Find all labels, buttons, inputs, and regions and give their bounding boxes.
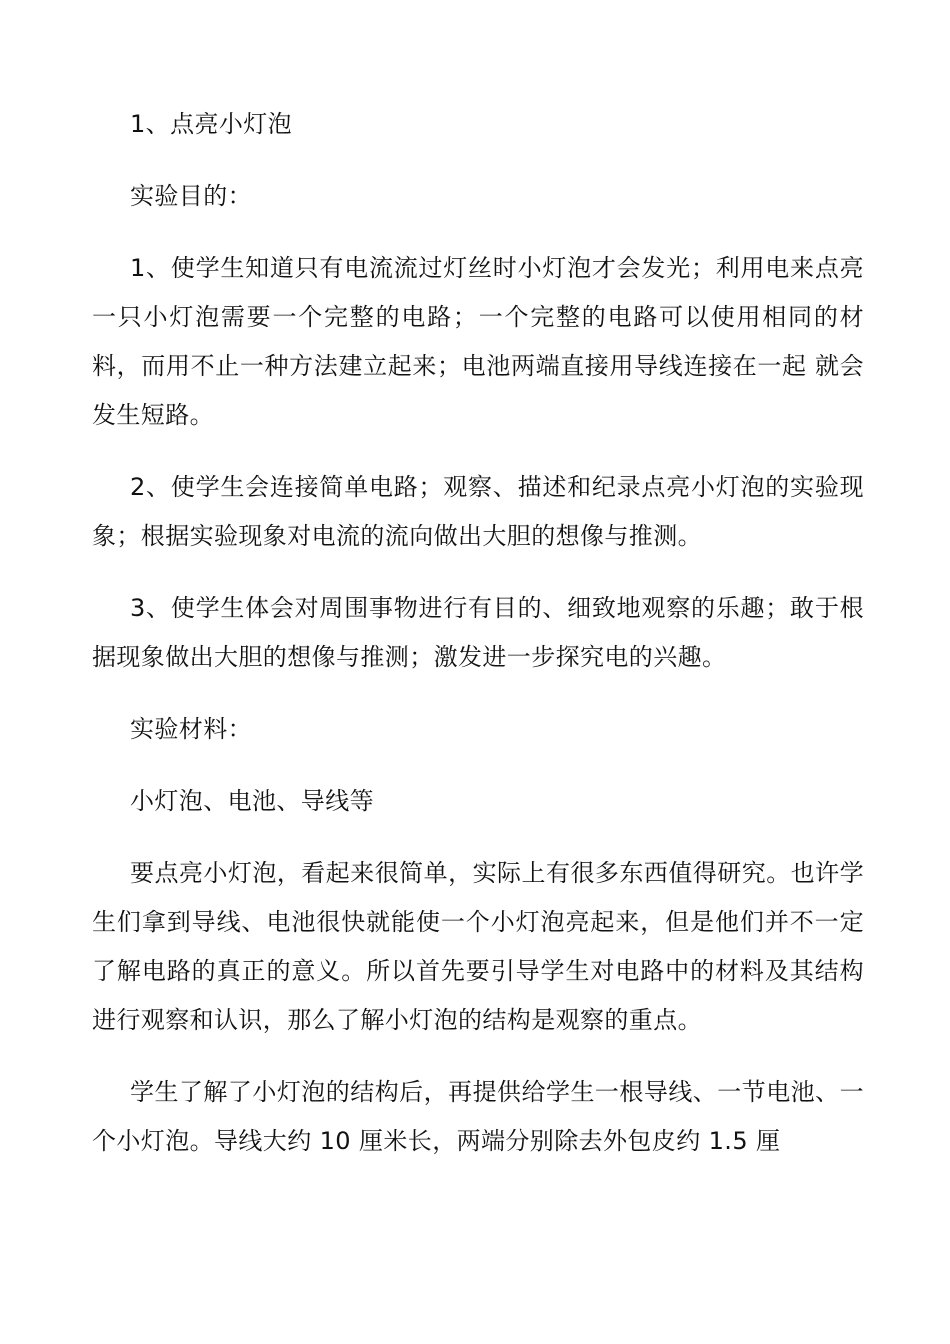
body-paragraph: 学生了解了小灯泡的结构后，再提供给学生一根导线、一节电池、一个小灯泡。导线大约 10 厘米长，两端分别除去外包皮约 1.5 厘 (92, 1078, 864, 1155)
section-heading: 1、点亮小灯泡 (130, 110, 293, 138)
objective-paragraph: 1、使学生知道只有电流流过灯丝时小灯泡才会发光；利用电来点亮一只小灯泡需要一个完整的电路；一个完整的电路可以使用相同的材料，而用不止一种方法建立起来；电池两端直接用导线连接在一起 就会发生短路。 (92, 254, 864, 429)
materials-label: 实验材料： (130, 715, 252, 743)
purpose-label: 实验目的： (130, 182, 252, 210)
objective-paragraph: 2、使学生会连接简单电路；观察、描述和纪录点亮小灯泡的实验现象；根据实验现象对电流的流向做出大胆的想像与推测。 (92, 473, 864, 550)
materials-list: 小灯泡、电池、导线等 (130, 787, 374, 815)
body-paragraph: 要点亮小灯泡，看起来很简单，实际上有很多东西值得研究。也许学生们拿到导线、电池很快就能使一个小灯泡亮起来，但是他们并不一定了解电路的真正的意义。所以首先要引导学生对电路中的材料及其结构进行观察和认识，那么了解小灯泡的结构是观察的重点。 (92, 859, 864, 1034)
objective-paragraph: 3、使学生体会对周围事物进行有目的、细致地观察的乐趣；敢于根据现象做出大胆的想像与推测；激发进一步探究电的兴趣。 (92, 594, 864, 671)
document-page (92, 100, 864, 1166)
